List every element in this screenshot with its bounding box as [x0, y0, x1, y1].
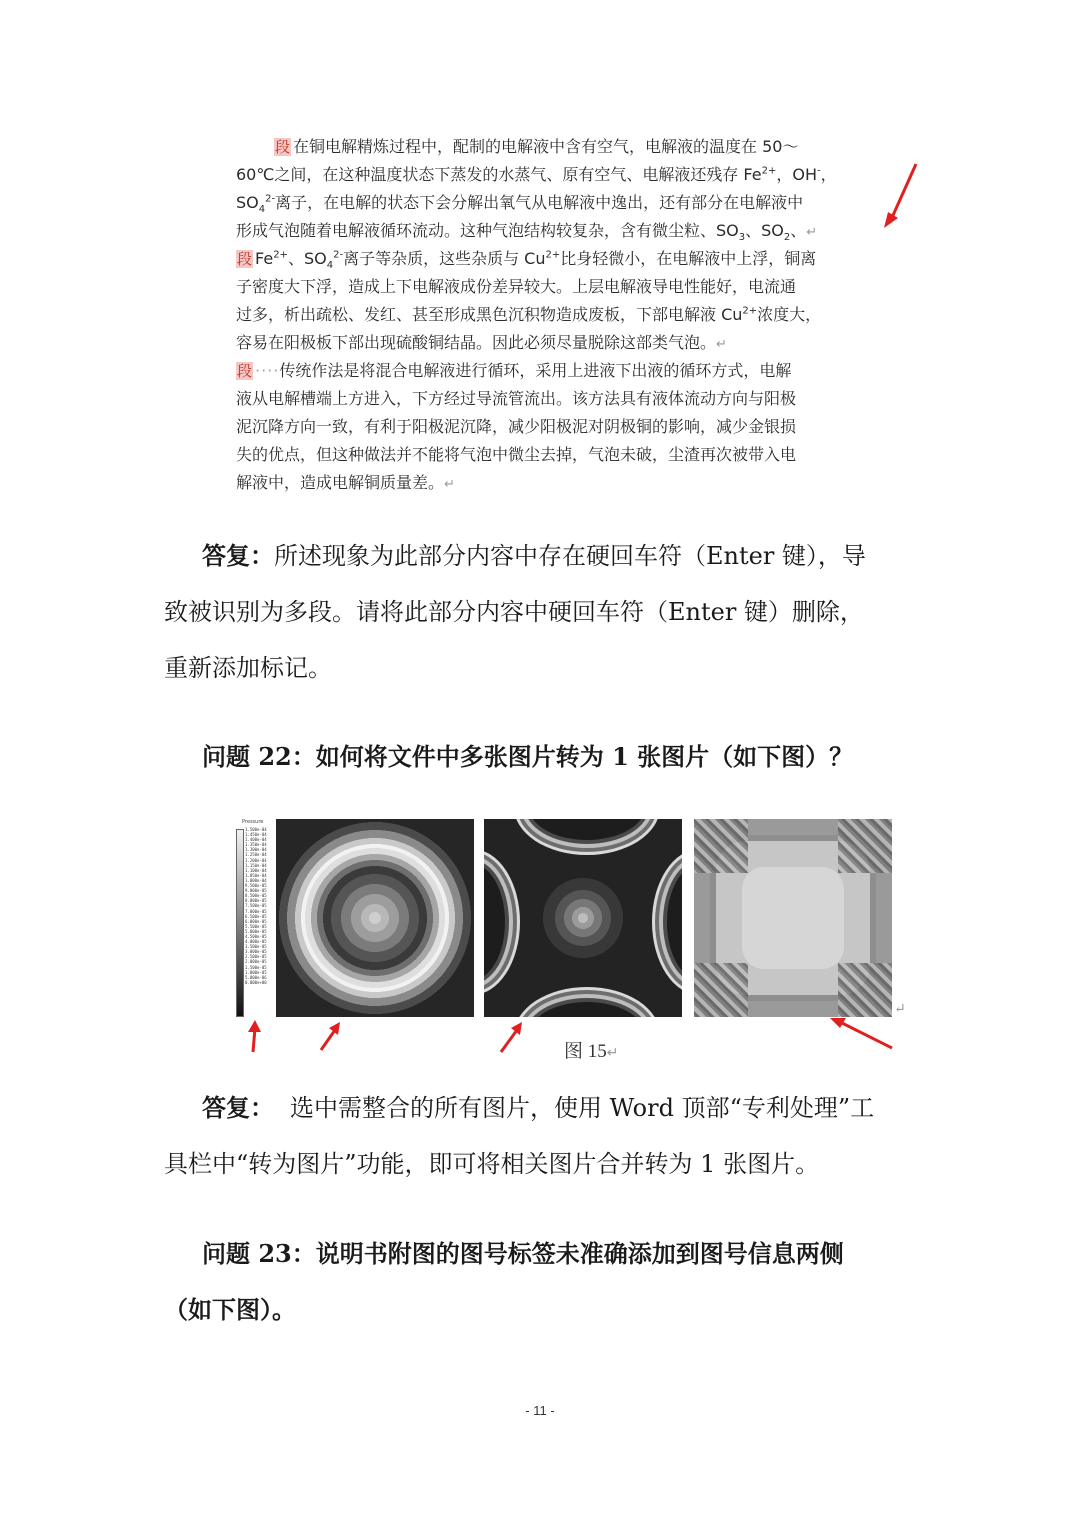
- legend-tick-label: 2.000e-05: [245, 959, 267, 965]
- legend-tick-label: 8.500e-05: [245, 893, 267, 899]
- legend-tick-label: 4.000e-05: [245, 939, 267, 945]
- spec-line-8: 容易在阳极板下部出现硫酸铜结晶。因此必须尽量脱除这部类气泡。↵: [236, 333, 727, 352]
- legend-tick-label: 8.000e-05: [245, 898, 267, 904]
- red-arrow-icon: [244, 1020, 264, 1054]
- spec-line-7: 过多，析出疏松、发红、甚至形成黑色沉积物造成废板，下部电解液 $Cu^{2+}$浓度大，: [236, 305, 822, 324]
- legend-tick-label: 1.500e-05: [245, 964, 267, 970]
- red-arrow-icon: [880, 160, 924, 232]
- simulation-image-2: [484, 819, 682, 1017]
- legend-tick-label: 1.100e-04: [245, 867, 267, 873]
- pressure-legend: Pressure 1.500e-04 1.450e-04 1.400e-04 1.350e-04 1.300e-04 1.250e-04 1.200e-04 1.150e-04 1.100e-04 1.050e-04 1.000e-04 9.500e-05 9.000e-05 8.500e-05 8.000e-05 7.500e-05 7.000e-05 6.500e-05 6.000e-05 5.500e-05 5.000e-05 4.500e-05 4.000e-05 3.500e-05 3.000e-05 2.500e-05 2.000e-05 1.500e-05 1.000e-05 5.000e-06 0.000e+00: [236, 819, 272, 1019]
- legend-tick-label: 9.500e-05: [245, 883, 267, 889]
- answer-label: 答复：: [202, 1093, 274, 1122]
- answer-2: 答复： 选中需整合的所有图片，使用 Word 顶部“专利处理”工 具栏中“转为图片”功能，即可将相关图片合并转为 1 张图片。: [164, 1093, 875, 1178]
- paragraph-marker: 段: [237, 362, 253, 380]
- legend-tick-label: 5.000e-05: [245, 928, 267, 934]
- legend-tick-label: 1.250e-04: [245, 852, 267, 858]
- return-mark: ↵: [894, 1001, 906, 1017]
- answer-label: 答复：: [202, 541, 274, 570]
- answer-1: 答复：所述现象为此部分内容中存在硬回车符（Enter 键），导 致被识别为多段。请将此部分内容中硬回车符（Enter 键）删除， 重新添加标记。: [164, 541, 866, 682]
- spec-line-3: $SO_4^{2-}$离子，在电解的状态下会分解出氧气从电解液中逸出，还有部分在电解液中: [236, 193, 804, 216]
- legend-tick-label: 1.450e-04: [245, 832, 267, 838]
- legend-tick-label: 2.500e-05: [245, 954, 267, 960]
- red-arrow-icon: [318, 1022, 342, 1052]
- spec-line-13: 解液中，造成电解铜质量差。↵: [236, 473, 455, 492]
- paragraph-marker: 段: [237, 250, 253, 268]
- legend-tick-label: 1.200e-04: [245, 857, 267, 863]
- legend-tick-label: 1.150e-04: [245, 862, 267, 868]
- spec-line-1: 段 在铜电解精炼过程中，配制的电解液中含有空气，电解液的温度在 50～: [275, 137, 799, 156]
- return-mark: ↵: [716, 337, 727, 352]
- legend-tick-label: 1.300e-04: [245, 847, 267, 853]
- spec-line-2: 60℃之间，在这种温度状态下蒸发的水蒸气、原有空气、电解液还残存 $Fe^{2+}$，OH-，: [236, 165, 837, 184]
- spec-line-11: 泥沉降方向一致，有利于阳极泥沉降，减少阳极泥对阴极铜的影响，减少金银损: [236, 417, 797, 436]
- legend-colorbar: [236, 829, 244, 1017]
- legend-tick-label: 4.500e-05: [245, 933, 267, 939]
- legend-tick-label: 1.050e-04: [245, 872, 267, 878]
- simulation-image-1: [276, 819, 474, 1017]
- red-arrow-icon: [498, 1022, 524, 1054]
- legend-tick-label: 9.000e-05: [245, 888, 267, 894]
- legend-tick-label: 1.350e-04: [245, 842, 267, 848]
- question-22-heading: 问题 22：如何将文件中多张图片转为 1 张图片（如下图）？: [202, 742, 854, 771]
- legend-tick-label: 5.000e-06: [245, 974, 267, 980]
- simulation-image-3: [694, 819, 892, 1017]
- figure-caption: 图 15↵: [564, 1041, 619, 1062]
- red-arrow-icon: [828, 1016, 896, 1052]
- legend-tick-label: 1.000e-05: [245, 969, 267, 975]
- spec-line-4: 形成气泡随着电解液循环流动。这种气泡结构较复杂，含有微尘粒、$SO_3$、$SO_2$、↵: [236, 221, 818, 244]
- spec-line-5: 段 $Fe^{2+}$、$SO_4^{2-}$离子等杂质，这些杂质与 $Cu^{2+}$比身轻微小，在电解液中上浮，铜离: [237, 249, 817, 272]
- legend-tick-label: 0.000e+00: [245, 979, 267, 985]
- legend-tick-label: 7.500e-05: [245, 903, 267, 909]
- legend-tick-label: 6.000e-05: [245, 918, 267, 924]
- legend-tick-label: 3.500e-05: [245, 944, 267, 950]
- return-mark: ↵: [806, 225, 818, 240]
- legend-tick-labels: [245, 827, 275, 985]
- spec-line-6: 子密度大下浮，造成上下电解液成份差异较大。上层电解液导电性能好，电流通: [236, 277, 797, 296]
- question-23-heading-cont: （如下图）。: [164, 1295, 296, 1324]
- paragraph-marker: 段: [275, 138, 291, 156]
- legend-tick-label: 1.500e-04: [245, 827, 267, 832]
- legend-tick-label: 6.500e-05: [245, 913, 267, 919]
- legend-tick-label: 1.000e-04: [245, 877, 267, 883]
- return-mark: ↵: [444, 477, 455, 492]
- page-number: - 11 -: [525, 1403, 555, 1418]
- legend-tick-label: 1.400e-04: [245, 837, 267, 843]
- spec-line-12: 失的优点，但这种做法并不能将气泡中微尘去掉，气泡未破，尘渣再次被带入电: [236, 445, 797, 464]
- specification-screenshot: [232, 128, 892, 500]
- question-23-heading: 问题 23：说明书附图的图号标签未准确添加到图号信息两侧: [202, 1239, 844, 1268]
- legend-tick-label: 7.000e-05: [245, 908, 267, 914]
- legend-tick-label: 5.500e-05: [245, 923, 267, 929]
- spec-line-9: 段 ····传统作法是将混合电解液进行循环，采用上进液下出液的循环方式，电解: [237, 361, 792, 380]
- spec-line-10: 液从电解槽端上方进入，下方经过导流管流出。该方法具有液体流动方向与阳极: [236, 389, 797, 408]
- legend-tick-label: 3.000e-05: [245, 949, 267, 955]
